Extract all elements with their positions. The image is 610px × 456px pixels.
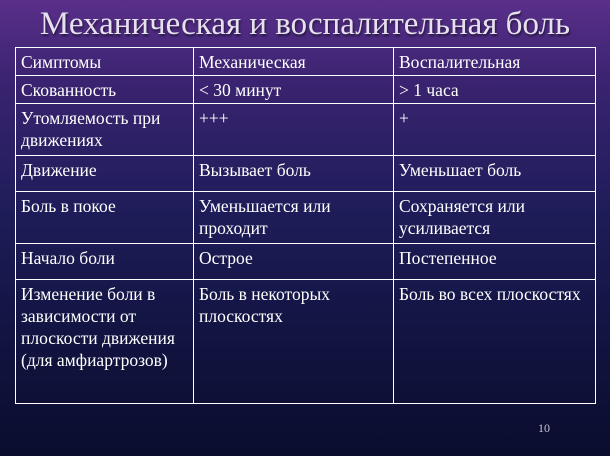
mechanical-cell: Уменьшается или проходит (194, 192, 394, 244)
mechanical-cell: Острое (194, 244, 394, 280)
inflammatory-cell: + (394, 104, 596, 156)
mechanical-cell: Боль в некоторых плоскостях (194, 280, 394, 404)
inflammatory-cell: Уменьшает боль (394, 156, 596, 192)
header-cell-inflammatory: Воспалительная (394, 48, 596, 76)
comparison-table (15, 47, 596, 404)
table-row (16, 192, 596, 244)
inflammatory-cell: Постепенное (394, 244, 596, 280)
table-header-row (16, 48, 596, 76)
table-row (16, 244, 596, 280)
symptom-cell: Боль в покое (16, 192, 194, 244)
table-row (16, 280, 596, 404)
inflammatory-cell: Боль во всех плоскостях (394, 280, 596, 404)
table-row (16, 76, 596, 104)
header-cell-symptoms: Симптомы (16, 48, 194, 76)
mechanical-cell: +++ (194, 104, 394, 156)
mechanical-cell: Вызывает боль (194, 156, 394, 192)
symptom-cell: Начало боли (16, 244, 194, 280)
inflammatory-cell: > 1 часа (394, 76, 596, 104)
inflammatory-cell: Сохраняется или усиливается (394, 192, 596, 244)
mechanical-cell: < 30 минут (194, 76, 394, 104)
symptom-cell: Скованность (16, 76, 194, 104)
table-row (16, 104, 596, 156)
symptom-cell: Движение (16, 156, 194, 192)
page-number: 10 (538, 421, 550, 435)
symptom-cell: Изменение боли в зависимости от плоскости движения (для амфиартрозов) (16, 280, 194, 404)
header-cell-mechanical: Механическая (194, 48, 394, 76)
slide-title: Механическая и воспалительная боль (39, 6, 571, 42)
table-row (16, 156, 596, 192)
symptom-cell: Утомляемость при движениях (16, 104, 194, 156)
